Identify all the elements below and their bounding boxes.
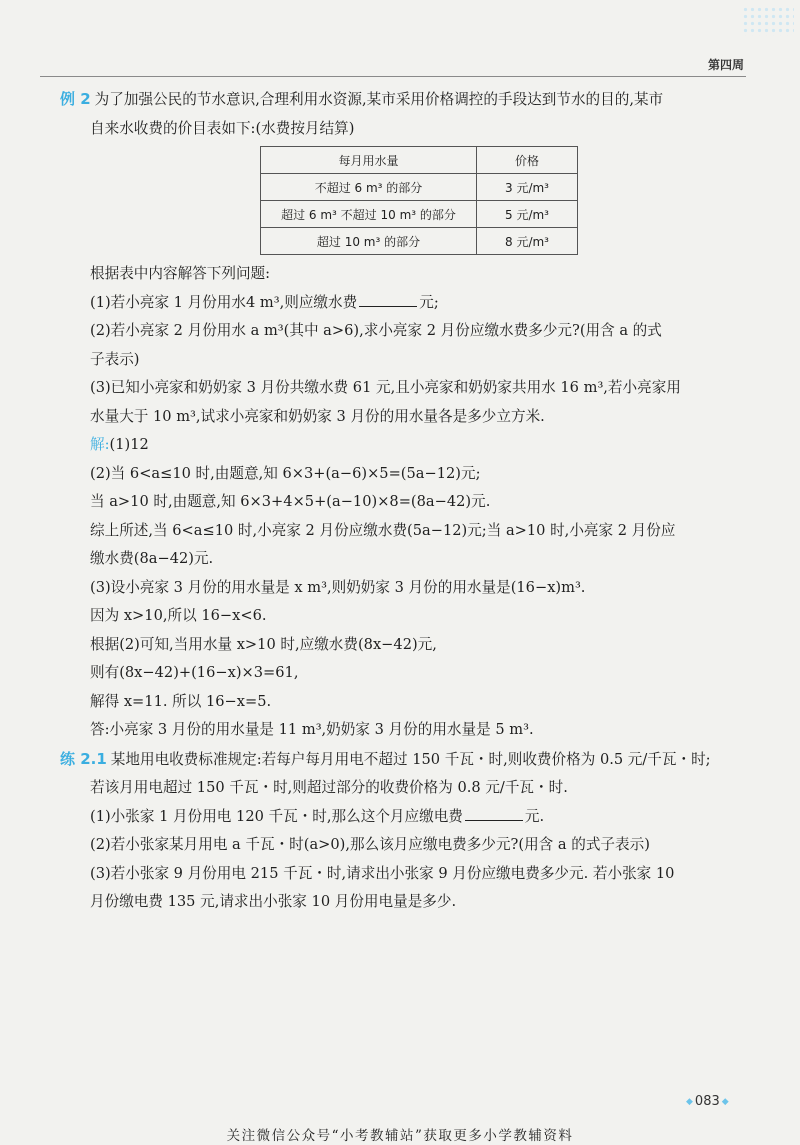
solution-answer: 答:小亮家 3 月份的用水量是 11 m³,奶奶家 3 月份的用水量是 5 m³. xyxy=(90,721,534,738)
practice-question-1: (1)小张家 1 月份用电 120 千瓦・时,那么这个月应缴电费 元. xyxy=(90,807,545,825)
example-prompt: 根据表中内容解答下列问题: xyxy=(90,265,271,282)
solution-step-3b: 因为 x>10,所以 16−x<6. xyxy=(90,607,267,624)
answer-blank xyxy=(465,806,523,821)
table-header-row xyxy=(261,147,578,174)
practice-label: 练 2.1 xyxy=(60,749,107,768)
header-divider xyxy=(40,76,746,77)
solution-label: 解: xyxy=(90,436,110,453)
page-number: ◆ 083 ◆ xyxy=(686,1094,729,1109)
solution-step-3a: (3)设小亮家 3 月份的用水量是 x m³,则奶奶家 3 月份的用水量是(16−x)m³. xyxy=(90,578,586,596)
table-cell: 超过 6 m³ 不超过 10 m³ 的部分 xyxy=(261,201,477,228)
solution-step-3d: 则有(8x−42)+(16−x)×3=61, xyxy=(90,664,299,681)
table-cell: 不超过 6 m³ 的部分 xyxy=(261,174,477,201)
table-cell: 5 元/m³ xyxy=(477,201,578,228)
practice-question-3-line-2: 月份缴电费 135 元,请求出小张家 10 月份用电量是多少. xyxy=(90,893,457,910)
example-question-3-line-1: (3)已知小亮家和奶奶家 3 月份共缴水费 61 元,且小亮家和奶奶家共用水 16 m³,若小亮家用 xyxy=(90,379,681,396)
water-price-table xyxy=(260,146,578,255)
corner-decoration xyxy=(742,6,794,36)
table-row xyxy=(261,201,578,228)
solution-step-2d: 缴水费(8a−42)元. xyxy=(90,550,214,567)
solution-step-3e: 解得 x=11. 所以 16−x=5. xyxy=(90,692,272,710)
example-intro-line-1: 例 2 为了加强公民的节水意识,合理利用水资源,某市采用价格调控的手段达到节水的目的,某市 xyxy=(60,90,664,108)
practice-question-2: (2)若小张家某月用电 a 千瓦・时(a>0),那么该月应缴电费多少元?(用含 a 的式子表示) xyxy=(90,836,650,853)
example-question-2-line-1: (2)若小亮家 2 月份用水 a m³(其中 a>6),求小亮家 2 月份应缴水费多少元?(用含 a 的式 xyxy=(90,322,662,339)
table-row xyxy=(261,228,578,255)
example-intro-line-2: 自来水收费的价目表如下:(水费按月结算) xyxy=(90,119,355,137)
example-label: 例 2 xyxy=(60,90,91,108)
solution-step-2c: 综上所述,当 6<a≤10 时,小亮家 2 月份应缴水费(5a−12)元;当 a>10 时,小亮家 2 月份应 xyxy=(90,521,676,539)
table-cell: 3 元/m³ xyxy=(477,174,578,201)
example-question-3-line-2: 水量大于 10 m³,试求小亮家和奶奶家 3 月份的用水量各是多少立方米. xyxy=(90,407,545,425)
footer-note: 关注微信公众号“小考教辅站”获取更多小学教辅资料 xyxy=(226,1128,574,1144)
table-header-cell: 每月用水量 xyxy=(261,147,477,174)
practice-intro-line-2: 若该月用电超过 150 千瓦・时,则超过部分的收费价格为 0.8 元/千瓦・时. xyxy=(90,779,568,796)
table-cell: 超过 10 m³ 的部分 xyxy=(261,228,477,255)
table-header-cell: 价格 xyxy=(477,147,578,174)
practice-intro-line-1: 练 2.1 某地用电收费标准规定:若每户每月用电不超过 150 千瓦・时,则收费价格为 0.5 元/千瓦・时; xyxy=(60,749,711,768)
diamond-icon: ◆ xyxy=(721,1096,729,1107)
page-content xyxy=(60,88,750,920)
practice-question-3-line-1: (3)若小张家 9 月份用电 215 千瓦・时,请求出小张家 9 月份应缴电费多少元. 若小张家 10 xyxy=(90,864,675,882)
solution-step-2a: (2)当 6<a≤10 时,由题意,知 6×3+(a−6)×5=(5a−12)元; xyxy=(90,464,481,482)
week-label: 第四周 xyxy=(708,58,745,72)
diamond-icon: ◆ xyxy=(686,1096,693,1107)
example-question-2-line-2: 子表示) xyxy=(90,350,140,368)
table-cell: 8 元/m³ xyxy=(477,228,578,255)
solution-step-1: 解:(1)12 xyxy=(90,436,149,453)
example-question-1: (1)若小亮家 1 月份用水4 m³,则应缴水费 元; xyxy=(90,293,439,311)
table-row xyxy=(261,174,578,201)
solution-step-2b: 当 a>10 时,由题意,知 6×3+4×5+(a−10)×8=(8a−42)元. xyxy=(90,493,491,510)
solution-step-3c: 根据(2)可知,当用水量 x>10 时,应缴水费(8x−42)元, xyxy=(90,635,437,653)
answer-blank xyxy=(359,292,417,307)
